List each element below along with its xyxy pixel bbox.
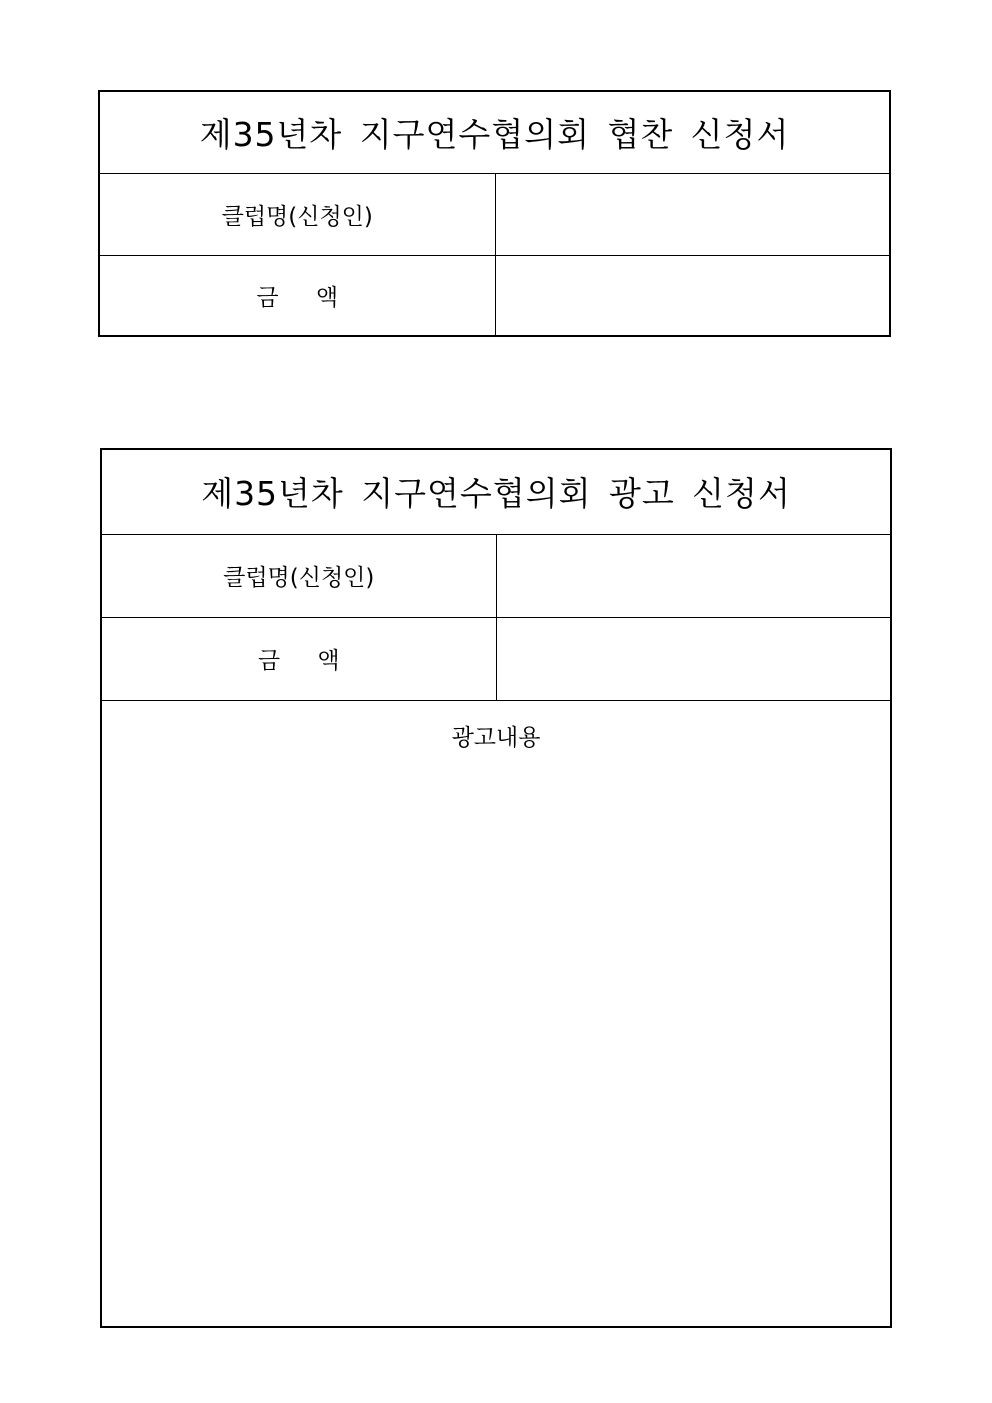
- sponsor-application-form: [98, 90, 891, 337]
- sponsor-club-name-field[interactable]: [495, 173, 890, 255]
- sponsor-form-title: 제35년차 지구연수협의회 협찬 신청서: [99, 91, 890, 173]
- ad-form-title: 제35년차 지구연수협의회 광고 신청서: [101, 449, 891, 534]
- ad-club-name-field[interactable]: [496, 534, 891, 617]
- sponsor-amount-field[interactable]: [495, 255, 890, 336]
- ad-content-area[interactable]: [101, 700, 891, 1327]
- ad-amount-field[interactable]: [496, 617, 891, 700]
- ad-content-label: 광고내용: [451, 724, 541, 751]
- sponsor-club-name-label: 클럽명(신청인): [99, 173, 495, 255]
- ad-club-name-label: 클럽명(신청인): [101, 534, 496, 617]
- advertisement-application-form: [100, 448, 892, 1328]
- sponsor-amount-label: 금 액: [99, 255, 495, 336]
- ad-amount-label: 금 액: [101, 617, 496, 700]
